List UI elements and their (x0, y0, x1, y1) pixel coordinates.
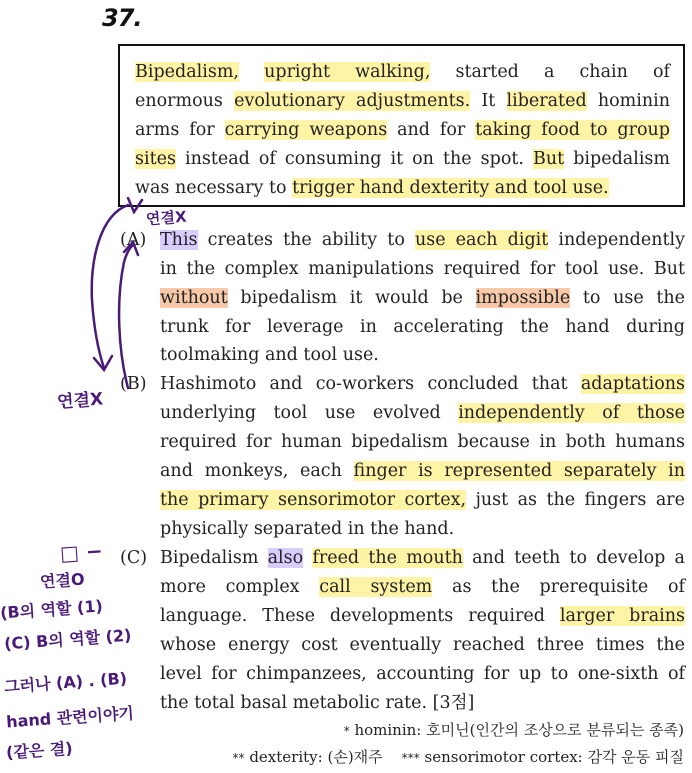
highlighted-phrase: evolutionary adjustments. (234, 91, 471, 111)
footnote-hominin: * hominin: 호미닌(인간의 조상으로 분류되는 종족) (343, 721, 684, 739)
text-run: toolmaking and tool use. (160, 345, 379, 365)
highlighted-phrase: use each digit (414, 230, 549, 250)
note-c-line-2: (B의 역할 (1) (0, 596, 104, 623)
highlighted-phrase: liberated (506, 91, 587, 111)
highlighted-phrase: also (267, 548, 304, 568)
text-run: bipedalism (564, 149, 670, 169)
note-box-dash: □ − (59, 538, 104, 566)
note-c-line-5: hand 관련이야기 (5, 703, 135, 732)
text-run: to use the (570, 288, 685, 308)
highlighted-phrase: trigger hand dexterity and tool use. (292, 178, 609, 198)
text-run: bipedalism it would be (227, 288, 476, 308)
text-run: and for (387, 120, 476, 140)
option-b-label: (B) (120, 374, 147, 394)
highlighted-phrase: But (533, 149, 565, 169)
highlighted-phrase: the primary sensorimotor cortex, (160, 490, 467, 510)
text-run: started a chain of (430, 62, 670, 82)
text-run: level for chimpanzees, accounting for up to one-sixth of (160, 664, 685, 684)
highlighted-phrase: without (160, 288, 228, 308)
text-run: whose energy cost eventually reached three times the (160, 635, 685, 655)
note-c-line-6: (같은 결) (5, 738, 74, 763)
text-run: more complex (160, 577, 320, 597)
highlighted-phrase: Bipedalism, (135, 62, 239, 82)
text-run: hominin (586, 91, 670, 111)
note-c-line-3: (C) B의 역할 (2) (3, 625, 132, 654)
highlighted-phrase: freed the mouth (312, 548, 463, 568)
question-number: 37. (102, 4, 142, 32)
footnote-dexterity-sensorimotor: ** dexterity: (손)재주 *** sensorimotor cortex: 감각 운동 피질 (232, 748, 684, 766)
note-c-line-1: 연결O (39, 569, 86, 592)
text-run: and teeth to develop a (462, 548, 685, 568)
curved-arrow-b-to-a (119, 246, 132, 388)
highlighted-phrase: independently of those (458, 403, 685, 423)
curved-arrow-a-to-b (92, 205, 128, 368)
text-run: trunk for leverage in accelerating the hand during (160, 317, 685, 337)
option-c-label: (C) (120, 548, 148, 568)
text-run: required for human bipedalism because in both humans (160, 432, 685, 452)
highlighted-phrase: carrying weapons (224, 120, 388, 140)
text-run: Bipedalism (160, 548, 268, 568)
text-run: instead of consuming it on the spot. (175, 149, 534, 169)
text-run: the total basal metabolic rate. [3점] (160, 693, 475, 713)
text-run: just as the fingers are (466, 490, 685, 510)
text-run: in the complex manipulations required for tool use. But (160, 259, 685, 279)
text-run: language. These developments required (160, 606, 560, 626)
text-run: as the prerequisite of (432, 577, 685, 597)
text-run: creates the ability to (197, 230, 415, 250)
note-left-disconnected: 연결X (56, 389, 104, 413)
text-run: and monkeys, each (160, 461, 354, 481)
text-run: enormous (135, 91, 235, 111)
note-c-line-4: 그러나 (A) . (B) (3, 668, 128, 697)
text-run: Hashimoto and co-workers concluded that (160, 374, 581, 394)
highlighted-phrase: sites (135, 149, 176, 169)
text-run: underlying tool use evolved (160, 403, 459, 423)
text-run: was necessary to (135, 178, 293, 198)
arrowhead-top (128, 198, 142, 212)
highlighted-phrase: adaptations (580, 374, 685, 394)
highlighted-phrase: finger is represented separately in (353, 461, 685, 481)
note-top-disconnected: 연결X (145, 207, 188, 229)
text-run: independently (548, 230, 685, 250)
option-a-label: (A) (120, 230, 147, 250)
highlighted-phrase: impossible (475, 288, 571, 308)
text-run: physically separated in the hand. (160, 519, 455, 539)
highlighted-phrase: upright walking, (264, 62, 431, 82)
highlighted-phrase: This (160, 230, 198, 250)
highlighted-phrase: call system (319, 577, 433, 597)
text-run: It (470, 91, 507, 111)
highlighted-phrase: larger brains (559, 606, 685, 626)
highlighted-phrase: taking food to group (475, 120, 670, 140)
text-run: arms for (135, 120, 225, 140)
